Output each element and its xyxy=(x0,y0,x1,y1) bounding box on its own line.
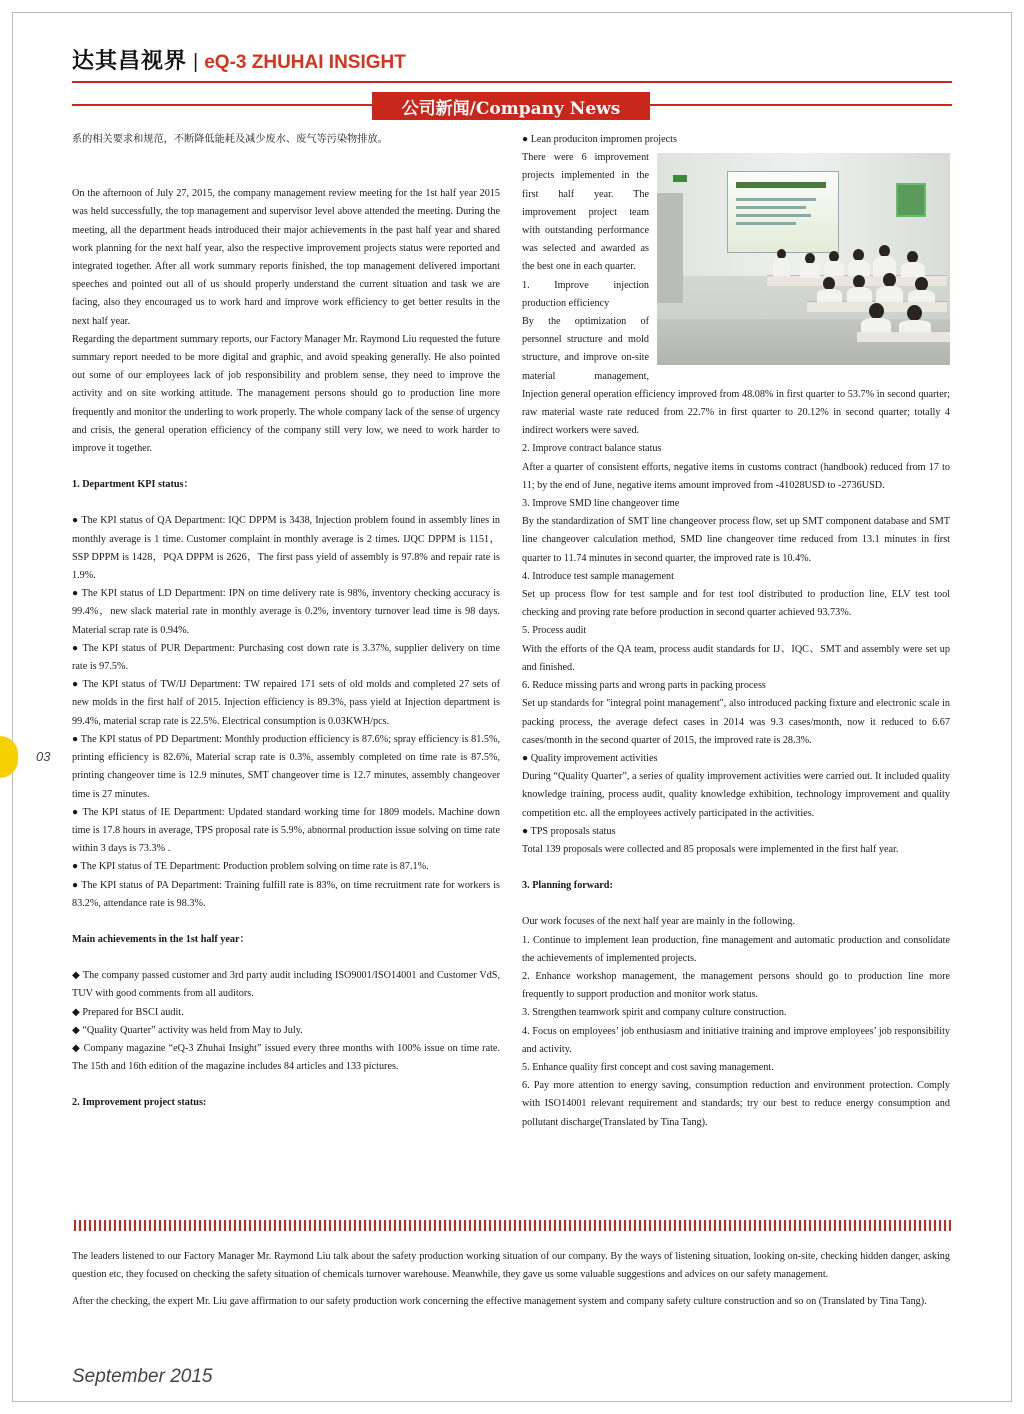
item-2-title: 2. Improve contract balance status xyxy=(522,443,662,455)
kpi-tw: ● The KPI status of TW/IJ Department: TW repaired 171 sets of old molds and completed 27 sets of new molds in the first half of 2015. Injection efficiency is 89.3%, pass yield at Injection department is 99.4%, material scrap rate is 22.5%. Electrical consumption is 0.03KWH/pcs. xyxy=(72,679,500,727)
masthead-rule xyxy=(72,81,952,83)
plan-item-4: 4. Focus on employees’ job enthusiasm and initiative training and improve employees’ job responsibility and activity. xyxy=(522,1025,950,1055)
tps-text: Total 139 proposals were collected and 85 proposals were implemented in the first half year. xyxy=(522,843,899,855)
quality-text: During “Quality Quarter”, a series of quality improvement activities were carried out. It included quality knowledge training, process audit, quality knowledge exhibition, technology improvement and quality competition etc. all the employees actively participated in the activities. xyxy=(522,771,950,819)
item-3-text: By the standardization of SMT line changeover process flow, set up SMT component database and SMT line changeover calculation method, SMD line changeover time reduced from 13.1 minutes in first quarter to 11.74 minutes in second quarter, the improved rate is 10.4%. xyxy=(522,516,950,564)
kpi-ld: ● The KPI status of LD Department: IPN on time delivery rate is 98%, inventory checking accuracy is 99.4%，new slack material rate in monthly average is 0.2%, inventory turnover lead time is 98 days. Material scrap rate is 0.94%. xyxy=(72,588,500,636)
kpi-ie: ● The KPI status of IE Department: Updated standard working time for 1809 models. Machine down time is 17.8 hours in average, TPS proposal rate is 5.9%, abnormal production issue solving on time rate within 3 days is 73.3% . xyxy=(72,806,500,855)
achievement-3: ◆ “Quality Quarter” activity was held from May to July. xyxy=(72,1024,303,1036)
plan-item-6: 6. Pay more attention to energy saving, consumption reduction and environment protection. Comply with ISO14001 relevant requirement and standards; try our best to reduce energy consumption and pollutant discharge(Translated by Tina Tang). xyxy=(522,1080,950,1128)
section-title: 公司新闻/Company News xyxy=(401,98,621,119)
tps-heading: ● TPS proposals status xyxy=(522,825,616,837)
plan-item-1: 1. Continue to implement lean production, fine management and automatic production and consolidate the achievements of implemented projects. xyxy=(522,934,950,964)
page-number: 03 xyxy=(36,749,51,764)
issue-date: September 2015 xyxy=(72,1366,213,1387)
right-column xyxy=(522,131,950,1132)
achievement-4: ◆ Company magazine “eQ-3 Zhuhai Insight” issued every three months with 100% issue on time rate. The 15th and 16th edition of the magazine includes 84 articles and 133 pictures. xyxy=(72,1042,500,1073)
plan-item-3: 3. Strengthen teamwork spirit and company culture construction. xyxy=(522,1007,787,1019)
bottom-article xyxy=(72,1248,950,1312)
item-1-text: By the optimization of personnel structure and mold structure, and improve on-site material management, Injection general operation efficiency improved from 48.08% in first quarter to 53.7% in second quarter; raw material waste rate reduced from 22.7% in first quarter to 20.12% in second quarter; totally 4 indirect workers were saved. xyxy=(522,316,950,437)
section-banner xyxy=(372,92,650,120)
intro-chinese-text: 系的相关要求和规范，不断降低能耗及减少废水、废气等污染物排放。 xyxy=(72,134,388,145)
bottom-paragraph-1: The leaders listened to our Factory Manager Mr. Raymond Liu talk about the safety production working situation of our company. By the ways of listening situation, looking on-site, checking hidden danger, asking question etc, they focused on checking the safety situation of chemicals turnover warehouse. Meanwhile, they gave us some valuable suggestions and advices on our safety management. xyxy=(72,1251,950,1281)
item-4-text: Set up process flow for test sample and for test tool distributed to production line, ELV test tool checking and proving rate before production in second quarter achieved 93.73%. xyxy=(522,589,950,619)
masthead-separator: | xyxy=(193,51,199,73)
item-3-title: 3. Improve SMD line changeover time xyxy=(522,498,680,510)
item-1-title: 1. Improve injection production efficiency xyxy=(522,279,649,309)
item-6-title: 6. Reduce missing parts and wrong parts in packing process xyxy=(522,680,766,692)
lean-intro: There were 6 improvement projects implemented in the first half year. The improvement project team with outstanding performance was selected and awarded as the best one in each quarter. xyxy=(522,152,649,273)
kpi-te: ● The KPI status of TE Department: Production problem solving on time rate is 87.1%. xyxy=(72,861,429,873)
meeting-paragraph: On the afternoon of July 27, 2015, the company management review meeting for the 1st half year 2015 was held successfully, the top management and supervisor level above attended the meeting. During the meeting, all the department heads introduced their major achievements in the past half year and shared work planning for the next half year, also the respective improvement projects status were reported and integrated together. After all work summary reports finished, the top management delivered important speeches and pointed out all of us should properly understand the current situation and task we are facing, also they encouraged us to work hard and improve work efficiency to get better results in the next half year. xyxy=(72,188,500,327)
exit-sign-icon xyxy=(673,175,687,182)
kpi-qa: ● The KPI status of QA Department: IQC DPPM is 3438, Injection problem found in assembly lines in monthly average is 1 time. Customer complaint in monthly average is 2 times. IJQC DPPM is 1151，SSP DPPM is 1428，PQA DPPM is 2626，The first pass yield of assembly is 97.8% and repair rate is 1.9%. xyxy=(72,515,500,582)
plan-item-5: 5. Enhance quality first concept and cost saving management. xyxy=(522,1061,774,1073)
kpi-heading: 1. Department KPI status： xyxy=(72,479,194,491)
projection-screen xyxy=(727,171,839,253)
bottom-paragraph-2: After the checking, the expert Mr. Liu gave affirmation to our safety production work concerning the effective management system and company safety culture construction and so on (Translated by Tina Tang). xyxy=(72,1296,927,1308)
achievement-2: ◆ Prepared for BSCI audit. xyxy=(72,1006,184,1018)
kpi-pd: ● The KPI status of PD Department: Monthly production efficiency is 87.6%; spray efficiency is 81.5%, printing efficiency is 82.6%, Material scrap rate is 0.3%, assembly completed on time rate is 87.5%, printing changeover time is 12.9 minutes, SMT changeover time is 12.7 minutes, assembly changeover time is 27 minutes. xyxy=(72,733,500,800)
lean-heading: ● Lean produciton impromen projects xyxy=(522,134,677,145)
kpi-pa: ● The KPI status of PA Department: Training fulfill rate is 83%, on time recruitment rate for workers is 83.2%, attendance rate is 98.3%. xyxy=(72,879,500,909)
section-line-right xyxy=(650,104,952,106)
section-divider xyxy=(74,1220,952,1231)
planning-intro: Our work focuses of the next half year are mainly in the following. xyxy=(522,916,795,928)
quality-heading: ● Quality improvement activities xyxy=(522,752,658,764)
item-4-title: 4. Introduce test sample management xyxy=(522,570,674,582)
section-line-left xyxy=(72,104,372,106)
manager-paragraph: Regarding the department summary reports, our Factory Manager Mr. Raymond Liu requested the future summary report needed to be more digital and graphic, and avoid speaking generally. He also pointed out some of our employees lack of job responsibility and problem sense, they need to improve the activity and on site working attitude. The management persons should go to production line more frequently and monitor the underling to work properly. The whole company lack of the sense of urgency and crisis, the general operation efficiency of the company still very low, we need to work harder to improve it together. xyxy=(72,333,500,455)
achievements-heading: Main achievements in the 1st half year： xyxy=(72,933,250,945)
masthead xyxy=(72,44,406,74)
masthead-english-title: eQ-3 ZHUHAI INSIGHT xyxy=(204,52,406,73)
improvement-heading: 2. Improvement project status: xyxy=(72,1097,207,1109)
meeting-photo xyxy=(657,153,950,365)
masthead-chinese-title: 达其昌视界 xyxy=(72,48,188,74)
item-5-text: With the efforts of the QA team, process audit standards for IJ、IQC、SMT and assembly were set up and finished. xyxy=(522,643,950,673)
achievement-1: ◆ The company passed customer and 3rd party audit including ISO9001/ISO14001 and Customer VdS, TUV with good comments from all auditors. xyxy=(72,970,500,1000)
planning-heading: 3. Planning forward: xyxy=(522,880,613,892)
kpi-pur: ● The KPI status of PUR Department: Purchasing cost down rate is 3.37%, supplier delivery on time rate is 97.5%. xyxy=(72,642,500,673)
left-column xyxy=(72,131,500,1113)
item-2-text: After a quarter of consistent efforts, negative items in customs contract (handbook) reduced from 17 to 11; by the end of June, negative items amount improved from -41028USD to -2736USD. xyxy=(522,461,950,491)
item-6-text: Set up standards for "integral point management", also introduced packing fixture and electronic scale in packing process, the average defect cases in 2014 was 9.3 cases/month, now it reduced to 6.67 cases/month in the second quarter of 2015, the improved rate is 28.3%. xyxy=(522,698,950,746)
item-5-title: 5. Process audit xyxy=(522,625,587,637)
plan-item-2: 2. Enhance workshop management, the management persons should go to production line more frequently to support production and monitor work status. xyxy=(522,970,950,1001)
